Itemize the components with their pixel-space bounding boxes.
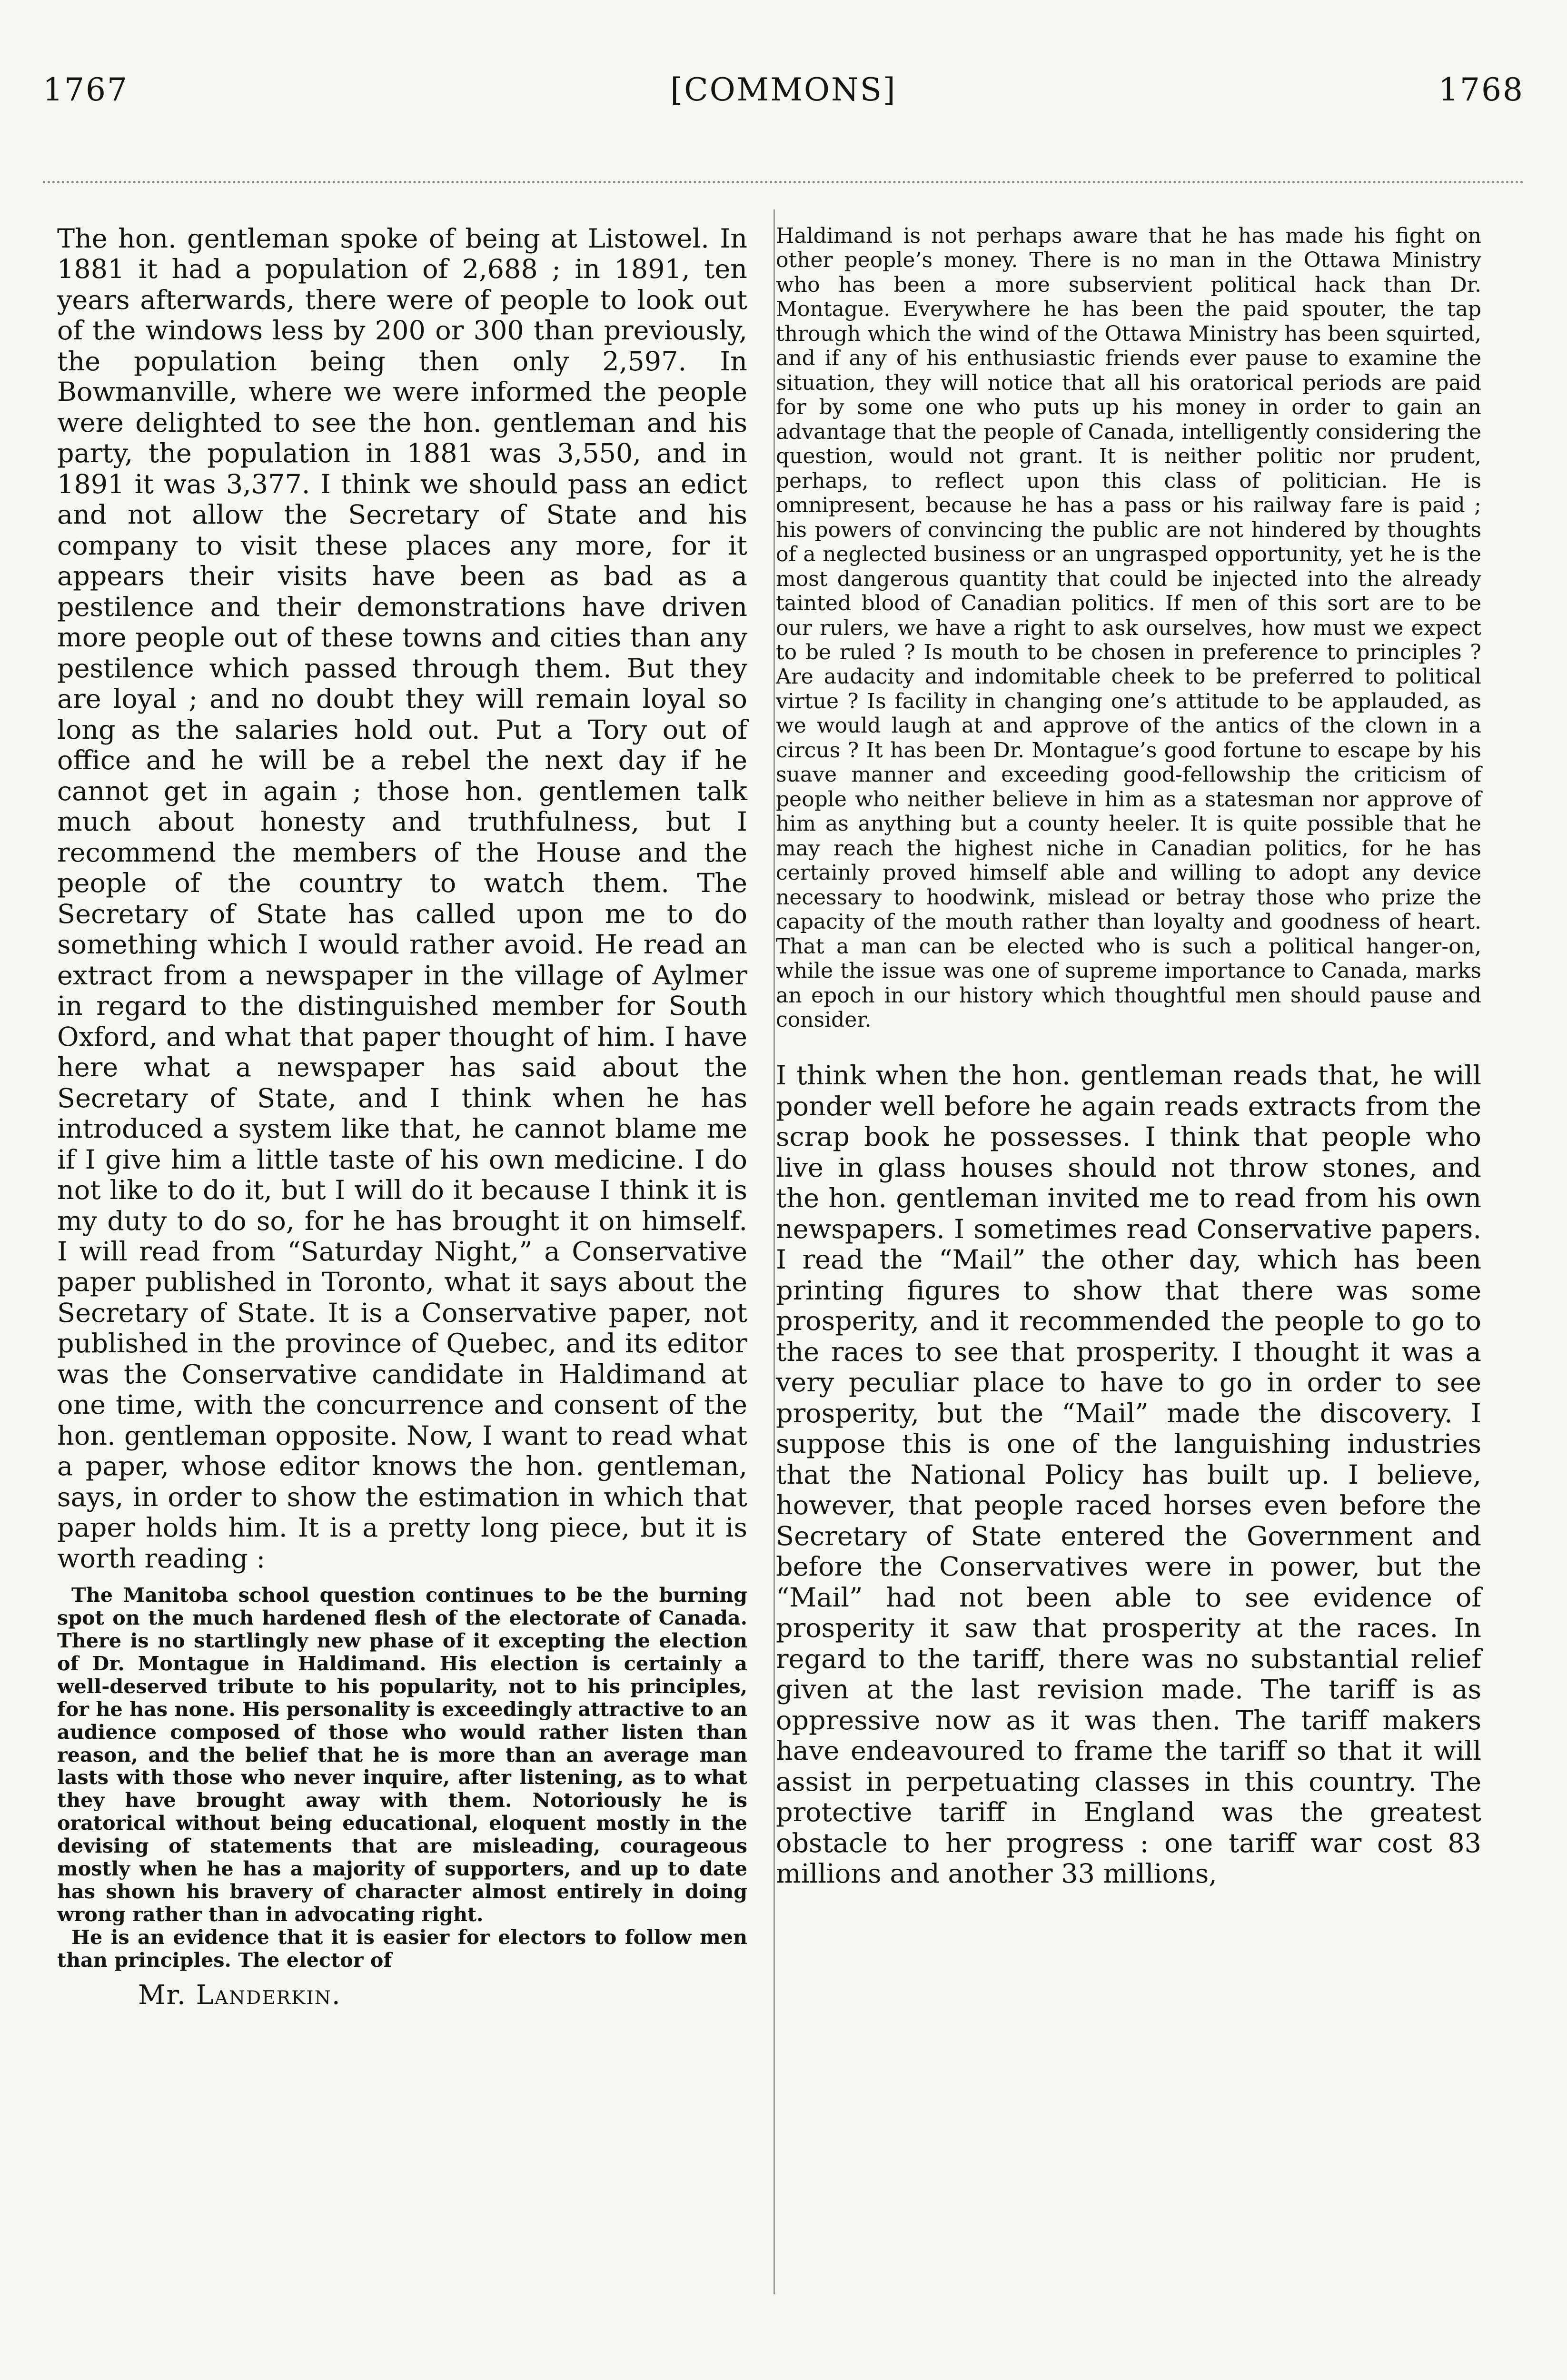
left-quote-text: The Manitoba school question continues to be the burning spot on the much hardened flesh of the electorate of Canada. There is no startlingly new phase of it excepting the election of Dr. Montague in Haldimand. His election is certainly a well-deserved tribute to his popularity, not to his principles, for he has none. His personality is exceedingly attractive to an audience composed of those who would rather listen than reason, and the belief that he is more than an average man lasts with those who never inquire, after listening, as to what they have brought away with them. Notoriously he is oratorical without being educational, eloquent mostly in the devising of statements that are misleading, courageous mostly when he has a majority of supporters, and up to date has shown his bravery of character almost entirely in doing wrong rather than in advocating right. xyxy=(57,1583,747,1926)
column-divider xyxy=(774,209,775,2294)
running-title: [COMMONS] xyxy=(670,71,897,108)
right-quote-text: Haldimand is not perhaps aware that he has made his fight on other people’s money. There is no man in the Ottawa Ministry who has been a more subservient political hack than Dr. Montague. Everywhere he has been the paid spouter, the tap through which the wind of the Ottawa Ministry has been squirted, and if any of his enthusiastic friends ever pause to examine the situation, they will notice that all his oratorical periods are paid for by some one who puts up his money in order to gain an advantage that the people of Canada, intelligently considering the question, would not grant. It is neither politic nor prudent, perhaps, to reflect upon this class of politician. He is omnipresent, because he has a pass or his railway fare is paid ; his powers of convincing the public are not hindered by thoughts of a neglected business or an ungrasped opportunity, yet he is the most dangerous quantity that could be injected into the already tainted blood of Canadian politics. If men of this sort are to be our rulers, we have a right to ask ourselves, how must we expect to be ruled ? Is mouth to be chosen in preference to principles ? Are audacity and indomitable cheek to be preferred to political virtue ? Is facility in changing one’s attitude to be applauded, as we would laugh at and approve of the antics of the clown in a circus ? It has been Dr. Montague’s good fortune to escape by his suave manner and exceeding good-fellowship the criticism of people who neither believe in him as a statesman nor approve of him as anything but a county heeler. It is quite possible that he may reach the highest niche in Canadian politics, for he has certainly proved himself able and willing to adopt any device necessary to hoodwink, mislead or betray those who prize the capacity of the mouth rather than loyalty and goodness of heart. That a man can be elected who is such a political hanger-on, while the issue was one of supreme importance to Canada, marks an epoch in our history which thoughtful men should pause and consider. xyxy=(776,224,1481,1032)
left-column xyxy=(57,224,747,2011)
page-header xyxy=(43,71,1524,124)
speaker-prefix: Mr. xyxy=(138,1980,187,2011)
speaker-label xyxy=(138,1980,747,2011)
page-number-left: 1767 xyxy=(43,71,129,108)
header-rule xyxy=(43,181,1524,183)
left-quote-continuation: He is an evidence that it is easier for electors to follow men than principles. The elector of xyxy=(57,1925,747,1972)
page-number-right: 1768 xyxy=(1438,71,1524,108)
left-body-text: The hon. gentleman spoke of being at Listowel. In 1881 it had a population of 2,688 ; in 1891, ten years afterwards, there were of people to look out of the windows less by 200 or 300 than previously, the population being then only 2,597. In Bowmanville, where we were informed the people were delighted to see the hon. gentleman and his party, the population in 1881 was 3,550, and in 1891 it was 3,377. I think we should pass an edict and not allow the Secretary of State and his company to visit these places any more, for it appears their visits have been as bad as a pestilence and their demonstrations have driven more people out of these towns and cities than any pestilence which passed through them. But they are loyal ; and no doubt they will remain loyal so long as the salaries hold out. Put a Tory out of office and he will be a rebel the next day if he cannot get in again ; those hon. gentlemen talk much about honesty and truthfulness, but I recommend the members of the House and the people of the country to watch them. The Secretary of State has called upon me to do something which I would rather avoid. He read an extract from a newspaper in the village of Aylmer in regard to the distinguished member for South Oxford, and what that paper thought of him. I have here what a newspaper has said about the Secretary of State, and I think when he has introduced a system like that, he cannot blame me if I give him a little taste of his own medicine. I do not like to do it, but I will do it because I think it is my duty to do so, for he has brought it on himself. I will read from “Saturday Night,” a Conservative paper published in Toronto, what it says about the Secretary of State. It is a Conservative paper, not published in the province of Quebec, and its editor was the Conservative candidate in Haldimand at one time, with the concurrence and consent of the hon. gentleman opposite. Now, I want to read what a paper, whose editor knows the hon. gentleman, says, in order to show the estimation in which that paper holds him. It is a pretty long piece, but it is worth reading : xyxy=(57,223,747,1574)
right-body-text: I think when the hon. gentleman reads that, he will ponder well before he again reads extracts from the scrap book he possesses. I think that people who live in glass houses should not throw stones, and the hon. gentleman invited me to read from his own newspapers. I sometimes read Conservative papers. I read the “Mail” the other day, which has been printing figures to show that there was some prosperity, and it recommended the people to go to the races to see that prosperity. I thought it was a very peculiar place to have to go in order to see prosperity, but the “Mail” made the discovery. I suppose this is one of the languishing industries that the National Policy has built up. I believe, however, that people raced horses even before the Secretary of State entered the Government and before the Conservatives were in power, but the “Mail” had not been able to see evidence of prosperity it saw that prosperity at the races. In regard to the tariff, there was no substantial relief given at the last revision made. The tariff is as oppressive now as it was then. The tariff makers have endeavoured to frame the tariff so that it will assist in perpetuating classes in this country. The protective tariff in England was the greatest obstacle to her progress : one tariff war cost 83 millions and another 33 millions, xyxy=(776,1060,1481,1890)
right-column xyxy=(776,224,1481,1890)
speaker-name: Landerkin. xyxy=(196,1980,341,2011)
